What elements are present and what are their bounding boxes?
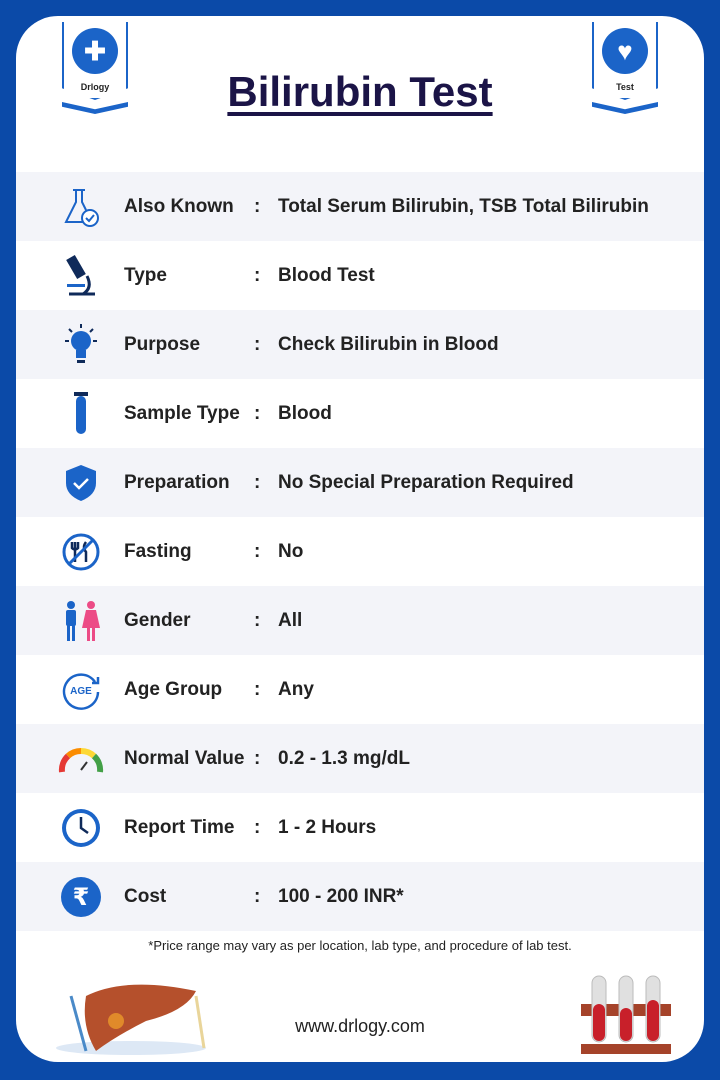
test-tubes-illustration — [576, 974, 676, 1056]
no-food-icon — [56, 529, 106, 575]
row-colon: : — [254, 609, 261, 631]
row-value: All — [278, 609, 303, 631]
row-colon: : — [254, 816, 261, 838]
badge-label: Test — [616, 82, 634, 92]
row-value: 0.2 - 1.3 mg/dL — [278, 747, 410, 769]
row-value: Total Serum Bilirubin, TSB Total Bilirubin — [278, 195, 649, 217]
gender-icon — [56, 598, 106, 644]
care-hands-icon: ♥ — [602, 28, 648, 74]
row-value: Blood — [278, 402, 332, 424]
table-row — [16, 517, 704, 586]
row-colon: : — [254, 471, 261, 493]
row-label: Preparation — [124, 471, 230, 493]
page-title: Bilirubin Test — [227, 68, 493, 115]
row-label: Cost — [124, 885, 167, 907]
row-label: Normal Value — [124, 747, 245, 769]
row-label: Fasting — [124, 540, 192, 562]
row-label: Report Time — [124, 816, 235, 838]
table-row — [16, 448, 704, 517]
row-colon: : — [254, 678, 261, 700]
row-colon: : — [254, 333, 261, 355]
clock-icon — [56, 805, 106, 851]
row-colon: : — [254, 402, 261, 424]
info-table — [16, 172, 704, 931]
table-row — [16, 655, 704, 724]
rupee-icon — [56, 874, 106, 920]
svg-text:AGE: AGE — [70, 685, 92, 697]
row-label: Sample Type — [124, 402, 240, 424]
lightbulb-icon — [56, 322, 106, 368]
row-value: Blood Test — [278, 264, 375, 286]
row-colon: : — [254, 540, 261, 562]
shield-check-icon — [56, 460, 106, 506]
table-row — [16, 172, 704, 241]
row-colon: : — [254, 885, 261, 907]
table-row — [16, 862, 704, 931]
row-value: No Special Preparation Required — [278, 471, 574, 493]
row-colon: : — [254, 195, 261, 217]
row-colon: : — [254, 264, 261, 286]
liver-illustration — [46, 966, 216, 1056]
gauge-icon — [56, 736, 106, 782]
flask-check-icon — [56, 184, 106, 230]
row-value: No — [278, 540, 304, 562]
row-label: Also Known — [124, 195, 234, 217]
table-row — [16, 793, 704, 862]
table-row — [16, 310, 704, 379]
test-tube-icon — [56, 391, 106, 437]
info-card — [16, 16, 704, 1062]
svg-text:₹: ₹ — [72, 882, 90, 911]
row-label: Type — [124, 264, 167, 286]
row-colon: : — [254, 747, 261, 769]
table-row — [16, 241, 704, 310]
table-row — [16, 586, 704, 655]
website-link[interactable]: www.drlogy.com — [295, 1016, 425, 1036]
microscope-icon — [56, 253, 106, 299]
row-label: Age Group — [124, 678, 223, 700]
row-value: 1 - 2 Hours — [278, 816, 377, 838]
table-row — [16, 724, 704, 793]
row-value: Check Bilirubin in Blood — [278, 333, 499, 355]
row-label: Purpose — [124, 333, 201, 355]
price-note: *Price range may vary as per location, lab type, and procedure of lab test. — [148, 938, 572, 953]
medical-cross-icon: ✚ — [72, 28, 118, 74]
age-icon — [56, 667, 106, 713]
badge-label: Drlogy — [80, 82, 110, 92]
row-value: Any — [278, 678, 314, 700]
table-row — [16, 379, 704, 448]
row-value: 100 - 200 INR* — [278, 885, 404, 907]
row-label: Gender — [124, 609, 191, 631]
